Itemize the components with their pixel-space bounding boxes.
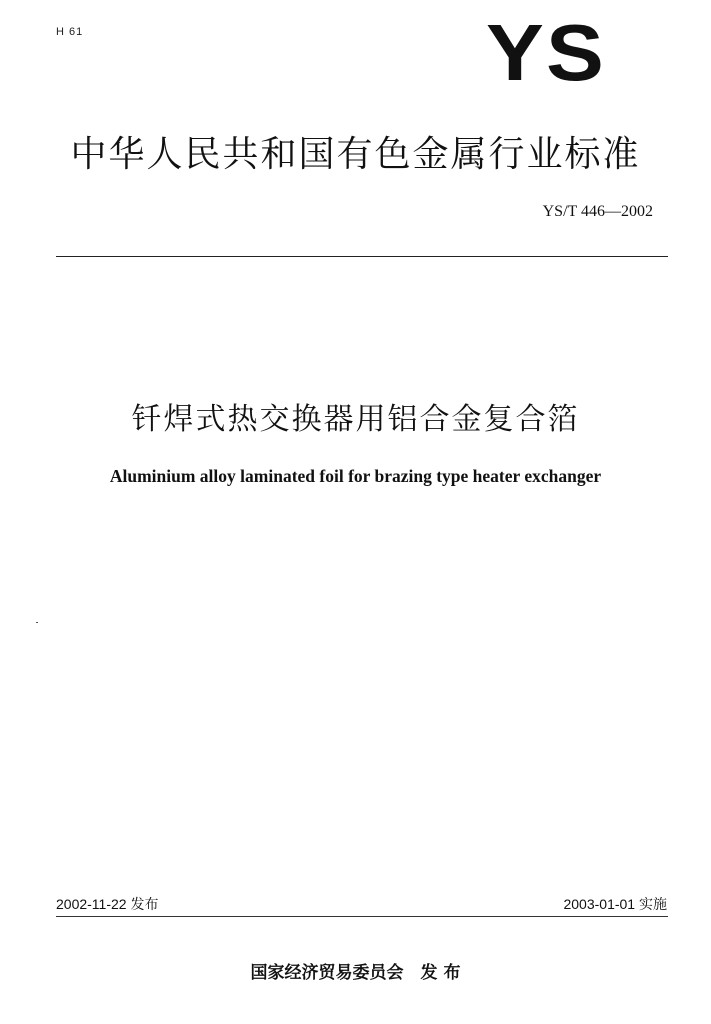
document-title-en: Aluminium alloy laminated foil for brazing type heater exchanger (109, 466, 602, 486)
ys-logo (484, 16, 608, 86)
ys-logo-text: YS (486, 16, 606, 86)
issuing-authority: 国家经济贸易委员会 发 布 (250, 963, 461, 983)
top-divider (56, 256, 668, 257)
scan-speck (36, 622, 38, 623)
effective-date: 2003-01-01 实施 (563, 896, 667, 912)
classification-code: H 61 (56, 26, 84, 38)
document-title-zh: 钎焊式热交换器用铝合金复合箔 (131, 402, 580, 437)
standard-number: YS/T 446—2002 (542, 203, 653, 220)
issue-date: 2002-11-22 发布 (56, 896, 159, 912)
org-title: 中华人民共和国有色金属行业标准 (70, 134, 641, 175)
bottom-divider (56, 916, 668, 917)
